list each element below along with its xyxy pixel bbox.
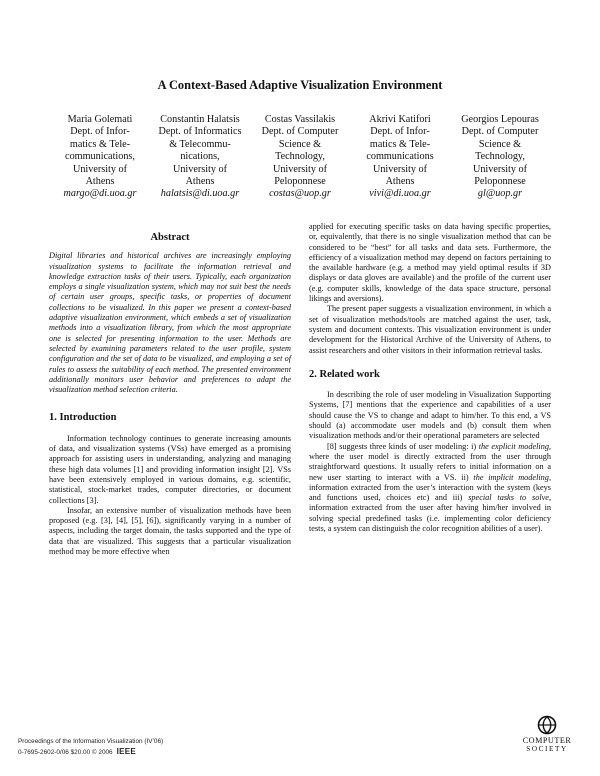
author-affiliation-line: Peloponnese (274, 176, 326, 188)
related-text-g: , information extracted from the user after having him/her involved in solving special predefined tasks (i.e. implementing color deficiency tests, a system can distinguish the color recognition abilities of a user). (309, 493, 551, 534)
logo-line-1: COMPUTER (522, 736, 572, 745)
author-affiliation-line: Technology, (475, 151, 525, 163)
author-affiliation-line: Dept. of Infor- (370, 126, 430, 138)
author-affiliation-line: Science & (278, 138, 322, 150)
author-affiliation-line: Peloponnese (474, 176, 526, 188)
author-affiliation-line: communications (366, 151, 434, 163)
special-tasks-term: special tasks to solve (468, 493, 549, 503)
author-affiliation-line: Technology, (275, 151, 325, 163)
author-4 (350, 114, 450, 201)
author-name: Akrivi Katifori (369, 114, 431, 125)
related-text-c: , where the user model is directly extracted from the user through straightforward questions. It usually refers to initial information on a new user starting to interact with a VS. ii) (309, 441, 552, 482)
logo-line-2: SOCIETY (526, 745, 568, 753)
author-affiliation-line: communications, (65, 151, 135, 163)
author-affiliation-line: matics & Tele- (69, 138, 131, 150)
author-affiliation-line: matics & Tele- (369, 138, 431, 150)
author-list (50, 114, 550, 201)
implicit-modeling-term: the implicit modeling (473, 472, 549, 482)
author-affiliation-line: Dept. of Computer (261, 126, 339, 138)
author-affiliation-line: University of (472, 163, 528, 175)
author-affiliation-line: University of (372, 163, 428, 175)
author-affiliation-line: Athens (85, 176, 115, 188)
author-affiliation-line: University of (72, 163, 128, 175)
ieee-logo-text: IEEE (116, 746, 137, 756)
author-name: Georgios Lepouras (461, 114, 539, 125)
footer-proceedings: Proceedings of the Information Visualization (IV’06) (18, 738, 164, 745)
computer-society-logo (512, 715, 582, 771)
author-email: vivi@di.uoa.gr (369, 188, 431, 200)
abstract-text: Digital libraries and historical archives are increasingly employing visualization systems to facilitate the information retrieval and knowledge extraction tasks of their users. Typically, each organization employs a single visualization system, which may not suit best the needs of certain user groups, specific tasks, or properties of document collections to be visualized. In this paper we present a context-based adaptive visualization environment, which embeds a set of visualization methods into a visualization library, from which the most appropriate one is selected for presenting information to the user. Methods are selected by examining parameters related to the user profile, system configuration and the set of data to be visualized, and employing a set of rules to assess the suitability of each method. The presented environment additionally monitors user behavior and preferences to adapt the visualization method selection criteria. (49, 251, 291, 395)
author-affiliation-line: University of (172, 163, 228, 175)
author-affiliation-line: Science & (478, 138, 522, 150)
author-name: Costas Vassilakis (264, 114, 336, 125)
author-affiliation-line: Dept. of Computer (461, 126, 539, 138)
author-affiliation-line: Athens (185, 176, 215, 188)
author-affiliation-line: Athens (385, 176, 415, 188)
computer-society-icon (536, 715, 558, 735)
author-3 (250, 114, 350, 201)
introduction-paragraph-1: Information technology continues to generate increasing amounts of data, and visualization systems (VSs) have emerged as a promising approach for assisting users in understanding, analyzing and managing these high data volumes [1] and providing information insight [2]. VSs have been extensively employed in various domains, e.g. scientific, statistical, stock-market trades, computer directories, or document collections [3]. (49, 433, 291, 505)
related-text-a: [8] suggests three kinds of user modeling: i) (327, 441, 479, 451)
author-1 (50, 114, 150, 201)
related-work-paragraph-1: In describing the role of user modeling in Visualization Supporting Systems, [7] mentions that the experience and capabilities of a user should cause the VS to change and adapt to him/her. To this end, a VS should (a) accommodate user models and (b) consult them when visualization methods and/or their operational parameters are selected (309, 390, 551, 441)
author-email: margo@di.uoa.gr (63, 188, 137, 200)
related-work-heading: 2. Related work (309, 368, 380, 380)
introduction-paragraph-3: applied for executing specific tasks on data having specific properties, or, equivalently, that there is no single visualization method that can be considered to be “best” for all tasks and data sets. Furthermore, the efficiency of a visualization method may depend on factors pertaining to the available hardware (e.g. a method may yield optimal results if 3D displays or data gloves are available) and the profile of the current user (e.g. computer skills, knowledge of the data space structure, personal likings and aversions). (309, 222, 551, 304)
introduction-paragraph-2: Insofar, an extensive number of visualization methods have been proposed (e.g. [3], [4], [5], [6]), significantly varying in a number of aspects, including the target domain, the tasks supported and the type of data that are visualized. This suggests that a particular visualization method may be more effective when (49, 505, 291, 557)
footer-isbn: 0-7695-2602-0/06 $20.00 © 2006 (18, 748, 113, 756)
abstract-heading: Abstract (150, 232, 190, 243)
explicit-modeling-term: the explicit modeling (478, 441, 549, 451)
author-affiliation-line: University of (272, 163, 328, 175)
related-work-paragraph-2 (309, 442, 551, 535)
author-affiliation-line: nications, (180, 151, 220, 163)
author-email: halatsis@di.uoa.gr (160, 188, 240, 200)
author-email: gl@uop.gr (477, 188, 523, 200)
related-text-e: , information extracted from the user’s interaction with the system (keys and functions used, choices etc) and iii) (309, 472, 551, 503)
introduction-heading: 1. Introduction (49, 412, 117, 424)
author-affiliation-line: Dept. of Infor- (70, 126, 130, 138)
author-2 (150, 114, 250, 201)
author-affiliation-line: Dept. of Informatics (158, 126, 242, 138)
author-email: costas@uop.gr (269, 188, 331, 200)
right-column (309, 222, 551, 534)
footer-isbn-line (18, 747, 163, 758)
left-column (49, 233, 291, 557)
author-name: Constantin Halatsis (160, 114, 240, 125)
page-footer (18, 737, 163, 757)
paper-title: A Context-Based Adaptive Visualization Environment (157, 78, 443, 92)
author-affiliation-line: & Telecommu- (169, 138, 231, 150)
author-name: Maria Golemati (67, 114, 133, 125)
introduction-paragraph-4: The present paper suggests a visualization environment, in which a set of visualization methods/tools are matched against the user, task, system and document contexts. This visualization environment is under development for the Historical Archive of the University of Athens, to assist researchers and other visitors in their information retrieval tasks. (309, 304, 551, 355)
author-5 (450, 114, 550, 201)
